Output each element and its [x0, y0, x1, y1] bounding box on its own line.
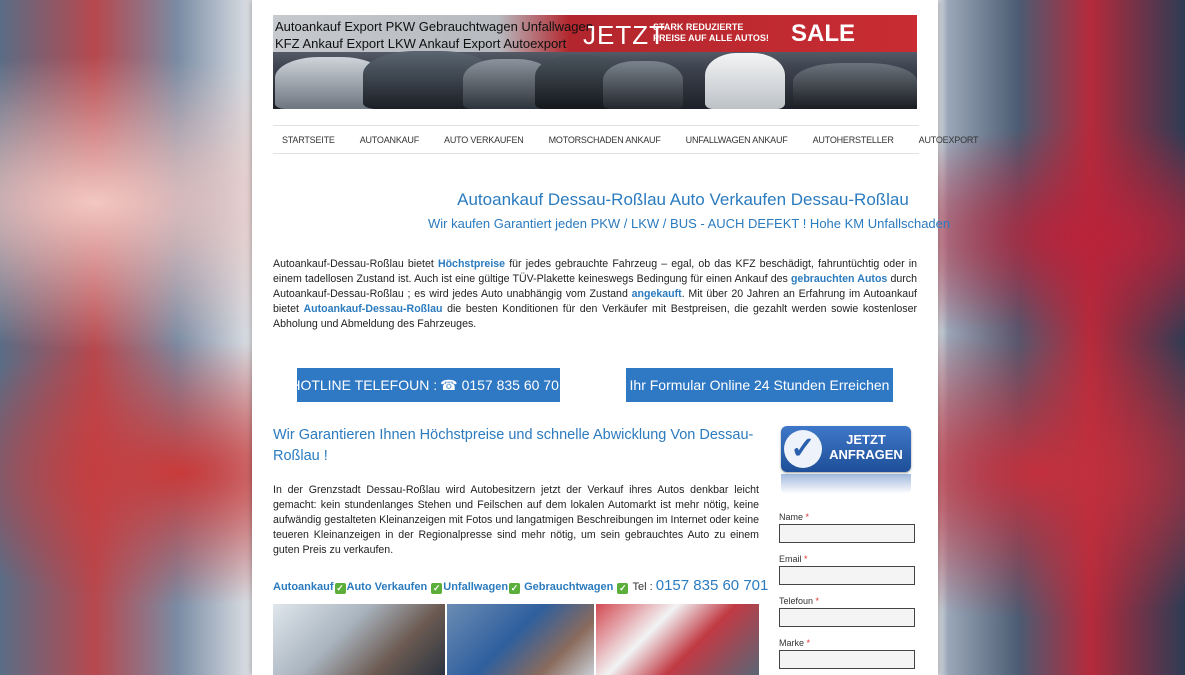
banner-stark-line-1: STARK REDUZIERTE — [653, 22, 744, 32]
section-paragraph: In der Grenzstadt Dessau-Roßlau wird Autobesitzern jetzt der Verkauf ihres Autos denkbar leicht gemacht: kein stundenlanges Stehen und Feilschen auf dem lokalen Automarkt ist mehr nötig, keine aufwändig gestalteten Kleinanzeigen mit Fotos und langatmigen Beschreibungen im Internet oder keine teueren Kleinanzeigen in der Regionalpresse sind mehr nötig, um sein gebrauchtes Auto zu einem guten Preis zu verkaufen. — [273, 484, 759, 556]
marke-label — [779, 638, 810, 648]
hotline-button[interactable] — [290, 368, 567, 402]
nav-autohersteller[interactable]: AUTOHERSTELLER — [812, 134, 894, 145]
hotline-label: HOTLINE TELEFOUN : — [290, 377, 438, 393]
photo-strip — [273, 604, 759, 675]
intro-link-autoankauf[interactable]: Autoankauf-Dessau-Roßlau — [303, 303, 443, 315]
tel-label: Tel : — [632, 581, 653, 593]
banner-line-1: Autoankauf Export PKW Gebrauchtwagen Unfallwagen — [275, 19, 593, 34]
telefoun-label — [779, 596, 819, 606]
header-banner[interactable] — [273, 15, 917, 109]
link-unfallwagen[interactable]: Unfallwagen — [443, 581, 509, 593]
page-title: Autoankauf Dessau-Roßlau Auto Verkaufen Dessau-Roßlau — [457, 190, 909, 209]
banner-stark — [653, 22, 769, 44]
email-label-text: Email — [779, 554, 802, 564]
marke-input[interactable] — [779, 650, 915, 669]
page-subtitle: Wir kaufen Garantiert jeden PKW / LKW / BUS - AUCH DEFEKT ! Hohe KM Unfallschaden — [428, 216, 951, 231]
photo-image — [273, 604, 445, 675]
required-mark: * — [804, 554, 808, 564]
main-nav — [273, 125, 979, 154]
link-line — [273, 577, 769, 594]
photo-image — [447, 604, 594, 675]
name-input[interactable] — [779, 524, 915, 543]
nav-startseite[interactable]: STARTSEITE — [282, 134, 335, 145]
nav-auto-verkaufen[interactable]: AUTO VERKAUFEN — [444, 134, 524, 145]
badge-line-2: ANFRAGEN — [829, 447, 903, 462]
phone-icon: ☎ — [440, 376, 458, 393]
nav-motorschaden-ankauf[interactable]: MOTORSCHADEN ANKAUF — [548, 134, 661, 145]
nav-unfallwagen-ankauf[interactable]: UNFALLWAGEN ANKAUF — [685, 134, 788, 145]
tel-number[interactable]: 0157 835 60 701 — [655, 577, 769, 594]
email-label — [779, 554, 808, 564]
banner-jetzt: JETZT — [583, 20, 666, 50]
photo-image — [596, 604, 759, 675]
name-label — [779, 512, 809, 522]
link-autoankauf[interactable]: Autoankauf — [273, 581, 334, 593]
email-input[interactable] — [779, 566, 915, 585]
banner-sale: SALE — [791, 20, 856, 47]
marke-label-text: Marke — [779, 638, 805, 648]
section-heading: Wir Garantieren Ihnen Höchstpreise und schnelle Abwicklung Von Dessau-Roßlau ! — [273, 427, 754, 464]
page-container — [252, 0, 979, 675]
checkmark-icon: ✓ — [336, 583, 344, 593]
banner-line-2: KFZ Ankauf Export LKW Ankauf Export Autoexport — [275, 36, 567, 51]
intro-text: durch Autoankauf-Dessau-Roßlau ; es wird jedes Auto unabhängig vom Zustand — [273, 273, 918, 300]
car-image — [603, 61, 683, 109]
checkmark-icon: ✓ — [432, 583, 441, 593]
checkmark-icon: ✓ — [510, 583, 519, 593]
intro-paragraph — [273, 257, 917, 332]
intro-link-angekauft[interactable]: angekauft — [631, 288, 682, 300]
nav-autoexport[interactable]: AUTOEXPORT — [918, 134, 979, 145]
required-mark: * — [815, 596, 820, 606]
jetzt-anfragen-badge[interactable] — [781, 426, 911, 472]
nav-autoankauf[interactable]: AUTOANKAUF — [359, 134, 420, 145]
hotline-number: 0157 835 60 701 — [461, 377, 567, 393]
required-mark: * — [806, 638, 811, 648]
intro-text: . Mit über 20 Jahren an Erfahrung im Autoankauf bietet — [273, 288, 917, 315]
badge-text — [828, 432, 904, 462]
name-label-text: Name — [779, 512, 804, 522]
checkmark-icon: ✓ — [619, 583, 627, 593]
intro-text: für jedes gebrauchte Fahrzeug – egal, ob das KFZ beschädigt, fahruntüchtig oder in einem tadellosen Zustand ist. Auch ist eine gültige TÜV-Plakette keineswegs Bedingung für einen Ankauf des — [273, 258, 917, 285]
intro-link-gebrauchte-autos[interactable]: gebrauchten Autos — [790, 273, 888, 285]
intro-link-hoechstpreise[interactable]: Höchstpreise — [437, 258, 506, 270]
badge-line-1: JETZT — [846, 432, 886, 447]
online-form-button[interactable]: Ihr Formular Online 24 Stunden Erreichen — [626, 368, 893, 402]
intro-text: die besten Konditionen für den Verkäufer mit Bestpreisen, die gezahlt werden sowie kostenloser Abholung und Abmeldung des Fahrzeuges. — [273, 303, 918, 330]
link-auto-verkaufen[interactable]: Auto Verkaufen — [346, 581, 428, 593]
badge-reflection — [781, 474, 911, 494]
car-image — [705, 53, 785, 109]
check-circle-icon: ✓ — [784, 430, 822, 468]
intro-text: Autoankauf-Dessau-Roßlau bietet — [273, 258, 438, 270]
car-image — [793, 63, 917, 109]
banner-stark-line-2: PREISE AUF ALLE AUTOS! — [653, 33, 769, 43]
telefoun-label-text: Telefoun — [779, 596, 814, 606]
link-gebrauchtwagen[interactable]: Gebrauchtwagen — [524, 581, 614, 593]
telefoun-input[interactable] — [779, 608, 915, 627]
required-mark: * — [805, 512, 810, 522]
